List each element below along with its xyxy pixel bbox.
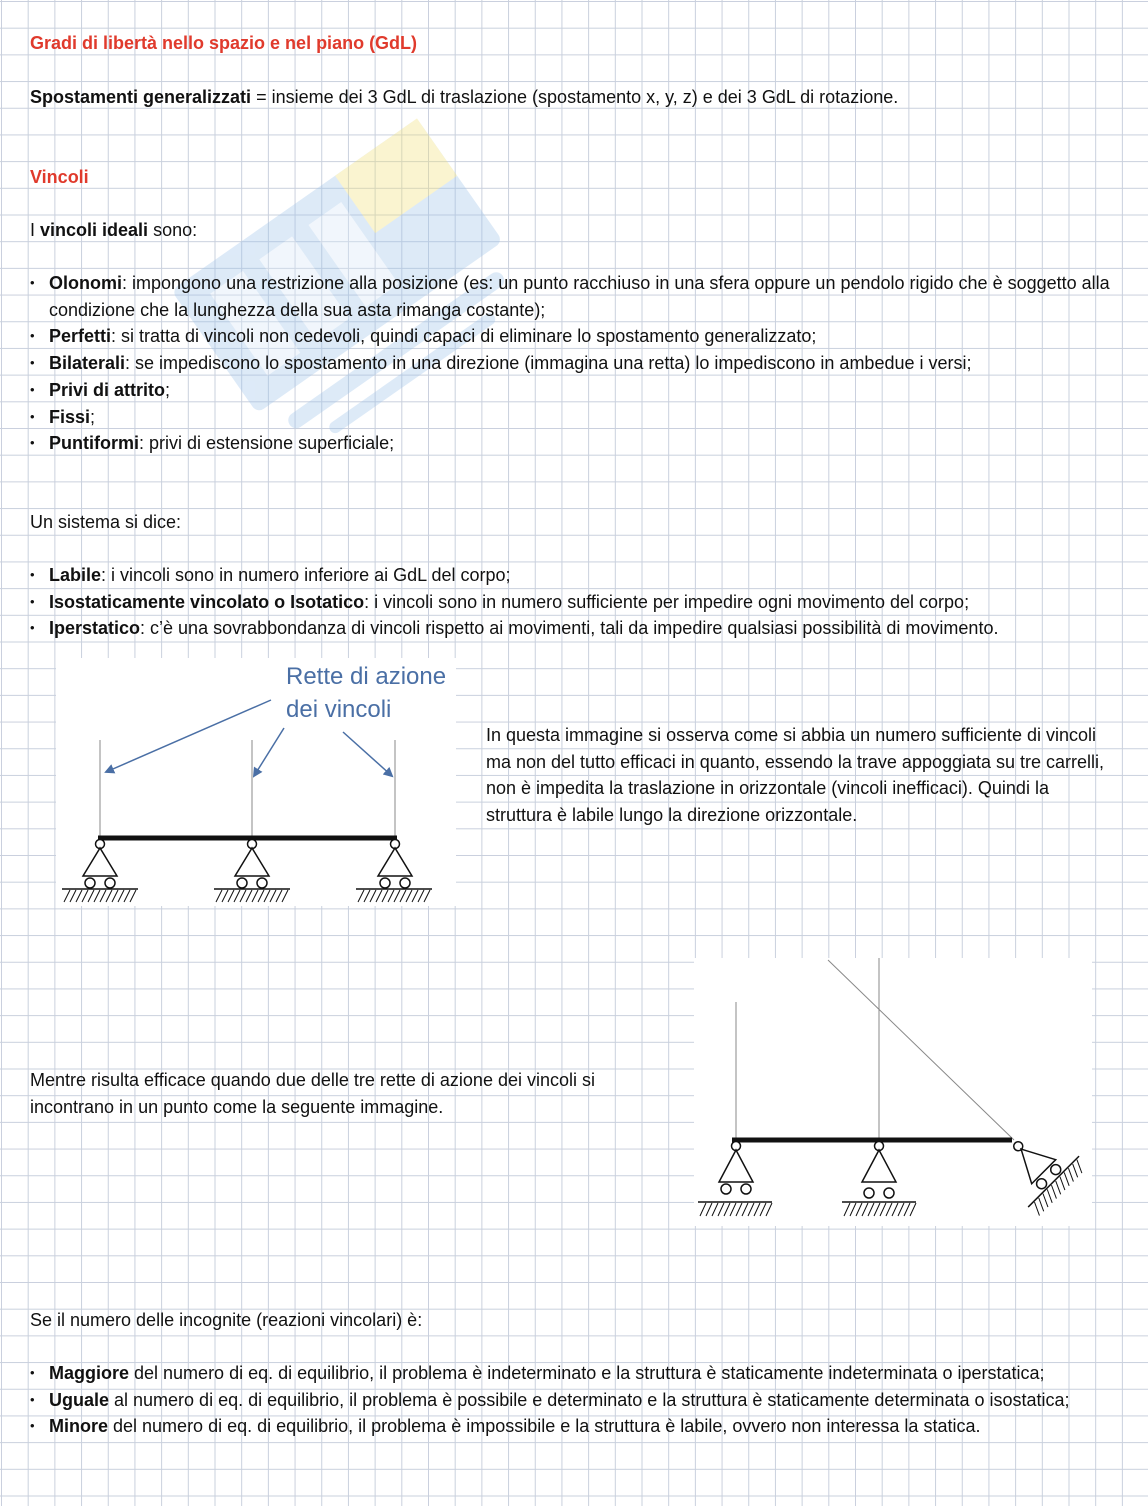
figure-inclined-support	[694, 958, 1092, 1226]
list-item-text: : impongono una restrizione alla posizione (es: un punto racchiuso in una sfera oppure un pendolo rigido che è soggetto alla condizione che la lunghezza della sua asta rimanga costante);	[49, 273, 1110, 320]
list-item-text: : c’è una sovrabbondanza di vincoli rispetto ai movimenti, tali da impedire qualsiasi possibilità di movimento.	[140, 618, 999, 639]
list-item-term: Fissi	[49, 406, 91, 427]
arrow-middle	[254, 728, 284, 776]
paragraph-incognite: Se il numero delle incognite (reazioni vincolari) è:	[30, 1310, 423, 1330]
list-item-term: Labile	[49, 565, 102, 585]
list-item	[30, 404, 1120, 431]
paragraph-vincoli-ideali	[30, 217, 197, 244]
text-spostamenti: = insieme dei 3 GdL di traslazione (spostamento x, y, z) e dei 3 GdL di rotazione.	[251, 87, 899, 107]
figure2-caption: Mentre risulta efficace quando due delle tre rette di azione dei vincoli si incontrano in un punto come la seguente immagine.	[30, 1070, 595, 1117]
term-vincoli-ideali: vincoli ideali	[40, 220, 149, 240]
roller-support-middle	[214, 840, 290, 903]
list-vincoli	[30, 270, 1120, 457]
list-item	[30, 430, 1120, 457]
figure-label-line1: Rette di azione	[286, 663, 447, 690]
list-item-term: Olonomi	[49, 273, 122, 293]
roller-support-right	[356, 840, 432, 903]
roller-support-middle	[842, 1142, 916, 1217]
arrow-right	[343, 732, 392, 776]
list-item	[30, 323, 1120, 350]
list-item-term: Maggiore	[49, 1363, 130, 1383]
list-item-text: : se impediscono lo spostamento in una direzione (immagina una retta) lo impediscono in ambedue i versi;	[125, 353, 972, 374]
heading-vincoli: Vincoli	[30, 167, 89, 187]
paragraph-spostamenti	[30, 84, 898, 111]
list-item-term: Minore	[49, 1416, 109, 1437]
list-item-term: Uguale	[49, 1389, 110, 1410]
list-item-term: Perfetti	[49, 326, 112, 347]
arrow-left	[106, 700, 271, 772]
list-item-term: Isostaticamente vincolato o Isotatico	[49, 591, 365, 612]
list-item	[30, 589, 1120, 616]
list-item-text: : i vincoli sono in numero sufficiente per impedire ogni movimento del corpo;	[364, 591, 970, 612]
list-item	[30, 1413, 1120, 1440]
paragraph-sistema: Un sistema si dice:	[30, 512, 182, 532]
list-item	[30, 350, 1120, 377]
list-item	[30, 270, 1120, 323]
list-item	[30, 1387, 1120, 1414]
roller-support-left	[62, 840, 138, 903]
list-item-text: : privi di estensione superficiale;	[139, 433, 395, 454]
list-item-term: Iperstatico	[49, 618, 141, 639]
list-item-text: : si tratta di vincoli non cedevoli, quindi capaci di eliminare lo spostamento generalizzato;	[111, 326, 817, 347]
list-item-text: ;	[90, 406, 96, 427]
list-item-text: del numero di eq. di equilibrio, il problema è impossibile e la struttura è labile, ovvero non interessa la statica.	[108, 1416, 981, 1437]
list-item	[30, 562, 1120, 589]
list-item-term: Bilaterali	[49, 353, 126, 374]
list-item	[30, 1360, 1120, 1387]
list-item-term: Privi di attrito	[49, 379, 166, 400]
intro-pre: I	[30, 220, 41, 240]
heading-gradi-liberta: Gradi di libertà nello spazio e nel piano (GdL)	[30, 33, 418, 53]
list-sistema	[30, 562, 1120, 642]
list-incognite	[30, 1360, 1120, 1440]
figure-three-rollers	[56, 658, 456, 906]
list-item	[30, 615, 1120, 642]
action-line-inclined	[828, 960, 1014, 1140]
figure1-caption: In questa immagine si osserva come si abbia un numero sufficiente di vincoli ma non del tutto efficaci in quanto, essendo la trave appoggiata su tre carrelli, non è impedita la traslazione in orizzontale (vincoli inefficaci). Quindi la struttura è labile lungo la direzione orizzontale.	[486, 725, 1105, 826]
list-item-term: Puntiformi	[49, 433, 139, 454]
list-item-text: al numero di eq. di equilibrio, il problema è possibile e determinato e la struttura è staticamente determinata o isostatica;	[109, 1389, 1070, 1410]
term-spostamenti: Spostamenti generalizzati	[30, 87, 252, 107]
list-item-text: : i vincoli sono in numero inferiore ai GdL del corpo;	[101, 565, 511, 585]
roller-support-left	[698, 1142, 772, 1217]
list-item-text: del numero di eq. di equilibrio, il problema è indeterminato e la struttura è staticamente indeterminata o iperstatica;	[129, 1363, 1045, 1383]
list-item	[30, 377, 1120, 404]
intro-post: sono:	[148, 220, 198, 240]
roller-support-inclined	[990, 1118, 1089, 1217]
figure-label-line2: dei vincoli	[286, 696, 392, 723]
list-item-text: ;	[165, 379, 171, 400]
